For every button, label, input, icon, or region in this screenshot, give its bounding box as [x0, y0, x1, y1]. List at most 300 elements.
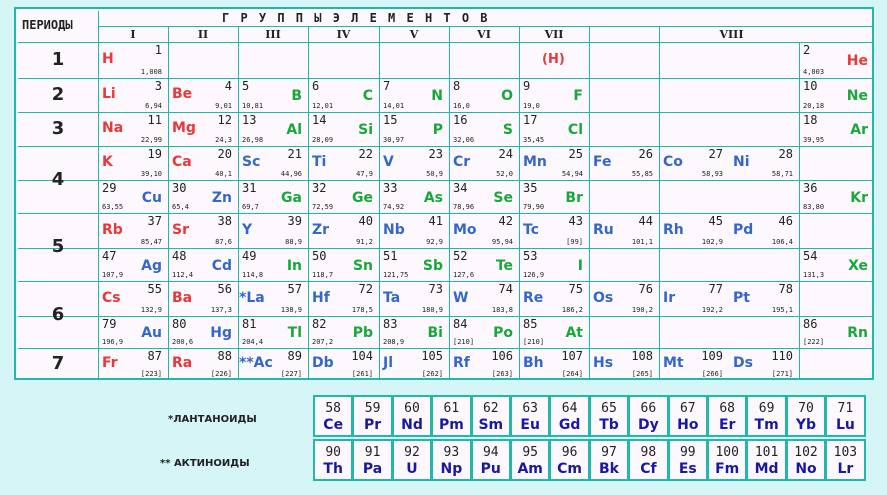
element-symbol: Gd	[558, 417, 581, 433]
element-cell	[449, 348, 519, 380]
atomic-number: 30	[172, 181, 187, 195]
atomic-number: 41	[428, 214, 443, 228]
lanthanides-label: *ЛАНТАНОИДЫ	[168, 414, 257, 425]
element-symbol: Pd	[733, 222, 754, 238]
element-cell	[168, 213, 238, 248]
element-cell	[659, 348, 729, 380]
atomic-mass: 35,45	[523, 136, 545, 144]
atomic-number: 80	[172, 317, 187, 331]
lanthanide-cell	[825, 395, 865, 437]
element-cell	[449, 213, 519, 248]
atomic-mass: 85,47	[140, 238, 162, 246]
element-cell	[98, 112, 168, 146]
atomic-number: 56	[217, 282, 232, 296]
element-symbol: Rf	[453, 355, 470, 371]
atomic-mass: [262]	[421, 370, 443, 378]
element-cell	[379, 213, 449, 248]
element-cell	[308, 146, 379, 180]
atomic-number: 51	[383, 249, 398, 263]
atomic-mass: 112,4	[172, 271, 194, 279]
atomic-mass: 101,1	[631, 238, 653, 246]
element-cell	[98, 213, 168, 248]
element-symbol: Md	[754, 461, 779, 477]
atomic-mass: 22,99	[140, 136, 162, 144]
atomic-mass: 118,7	[312, 271, 334, 279]
element-cell	[519, 146, 589, 180]
element-symbol: Nd	[401, 417, 423, 433]
element-cell	[168, 281, 238, 316]
element-symbol: Hf	[312, 290, 330, 306]
element-symbol: Ba	[172, 290, 193, 306]
element-symbol: Nb	[383, 222, 405, 238]
atomic-number: 36	[803, 181, 818, 195]
atomic-mass: 200,6	[172, 338, 194, 346]
element-symbol: Rh	[663, 222, 684, 238]
atomic-number: 105	[421, 349, 443, 363]
element-cell	[799, 180, 874, 213]
atomic-number: 46	[778, 214, 793, 228]
element-symbol: As	[423, 190, 443, 206]
atomic-mass: 95,94	[491, 238, 513, 246]
atomic-number: 106	[491, 349, 513, 363]
atomic-number: 44	[638, 214, 653, 228]
actinide-cell	[746, 439, 786, 481]
element-symbol: Lr	[837, 461, 854, 477]
element-symbol: Po	[493, 325, 513, 341]
element-symbol: He	[846, 53, 868, 69]
element-cell	[168, 146, 238, 180]
atomic-number: 25	[568, 147, 583, 161]
atomic-number: 26	[638, 147, 653, 161]
period-number: 4	[51, 168, 65, 190]
atomic-number: 27	[708, 147, 723, 161]
atomic-number: 66	[640, 401, 657, 416]
element-symbol: Sm	[478, 417, 504, 433]
atomic-number: 43	[568, 214, 583, 228]
lanthanide-cell	[471, 395, 511, 437]
element-symbol: Hs	[593, 355, 614, 371]
atomic-mass: [266]	[701, 370, 723, 378]
element-cell	[168, 316, 238, 348]
element-symbol: H	[102, 51, 114, 67]
element-symbol: Sn	[352, 258, 373, 274]
atomic-number: 71	[837, 401, 854, 416]
group-label: VII	[544, 28, 564, 41]
group-label: II	[197, 28, 209, 41]
element-symbol: Te	[495, 258, 513, 274]
element-cell	[308, 348, 379, 380]
atomic-number: 101	[754, 445, 779, 460]
element-cell	[238, 78, 308, 112]
element-symbol: Mt	[663, 355, 684, 371]
element-symbol: Cr	[453, 154, 471, 170]
atomic-number: 89	[287, 349, 302, 363]
element-symbol: Kr	[850, 190, 868, 206]
atomic-number: 107	[561, 349, 583, 363]
atomic-number: 53	[523, 249, 538, 263]
atomic-mass: 127,6	[453, 271, 475, 279]
atomic-mass: 47,9	[356, 170, 373, 178]
group-label: VI	[477, 28, 491, 41]
atomic-number: 10	[803, 79, 818, 93]
element-symbol: Sb	[422, 258, 443, 274]
atomic-number: 60	[404, 401, 420, 416]
atomic-number: 108	[631, 349, 653, 363]
lanthanide-cell	[786, 395, 826, 437]
atomic-mass: 190,2	[631, 306, 653, 314]
element-cell	[168, 180, 238, 213]
element-symbol: Fm	[715, 461, 740, 477]
atomic-number: 81	[242, 317, 257, 331]
atomic-number: 12	[217, 113, 232, 127]
element-symbol: Zr	[312, 222, 330, 238]
element-cell	[379, 146, 449, 180]
atomic-number: 35	[523, 181, 538, 195]
element-cell	[379, 316, 449, 348]
atomic-mass: 40,1	[215, 170, 232, 178]
hydrogen-duplicate: (H)	[542, 52, 565, 67]
element-symbol: Co	[663, 154, 683, 170]
atomic-mass: 52,0	[496, 170, 513, 178]
element-cell	[308, 281, 379, 316]
atomic-mass: [222]	[803, 338, 825, 346]
atomic-mass: 91,2	[356, 238, 373, 246]
atomic-number: 17	[523, 113, 538, 127]
atomic-mass: [99]	[566, 238, 583, 246]
atomic-number: 38	[217, 214, 232, 228]
element-cell	[449, 248, 519, 281]
atomic-number: 33	[383, 181, 398, 195]
atomic-mass: 55,85	[631, 170, 653, 178]
element-cell	[589, 146, 659, 180]
atomic-number: 57	[287, 282, 302, 296]
atomic-mass: 72,59	[312, 203, 334, 211]
atomic-mass: 1,008	[140, 68, 162, 76]
atomic-number: 45	[708, 214, 723, 228]
element-symbol: Na	[102, 120, 124, 136]
element-cell	[379, 248, 449, 281]
element-symbol: Ce	[323, 417, 344, 433]
atomic-number: 39	[287, 214, 302, 228]
atomic-number: 83	[383, 317, 398, 331]
lanthanide-cell	[392, 395, 432, 437]
element-symbol: Ds	[733, 355, 753, 371]
element-symbol: No	[795, 461, 817, 477]
atomic-number: 96	[561, 445, 578, 460]
group-column-divider	[589, 26, 590, 380]
element-symbol: U	[406, 461, 418, 477]
atomic-number: 85	[523, 317, 538, 331]
element-symbol: Tc	[523, 222, 539, 238]
atomic-mass: 24,3	[215, 136, 232, 144]
atomic-number: 22	[358, 147, 373, 161]
atomic-number: 11	[147, 113, 162, 127]
atomic-mass: 32,06	[453, 136, 475, 144]
lanthanide-cell	[510, 395, 550, 437]
element-cell	[308, 112, 379, 146]
atomic-number: 37	[147, 214, 162, 228]
atomic-number: 18	[803, 113, 818, 127]
element-cell	[98, 248, 168, 281]
atomic-number: 78	[778, 282, 793, 296]
element-cell	[379, 180, 449, 213]
atomic-mass: 88,9	[285, 238, 302, 246]
atomic-number: 109	[701, 349, 723, 363]
element-symbol: Fr	[102, 355, 118, 371]
element-symbol: Cd	[211, 258, 232, 274]
atomic-number: 19	[147, 147, 162, 161]
atomic-number: 42	[498, 214, 513, 228]
atomic-number: 32	[312, 181, 327, 195]
period-number: 1	[51, 49, 65, 70]
atomic-number: 64	[561, 401, 578, 416]
element-symbol: **Ac	[239, 355, 273, 371]
element-cell	[519, 316, 589, 348]
element-cell	[238, 281, 308, 316]
atomic-number: 59	[364, 401, 381, 416]
element-symbol: Pt	[733, 290, 750, 306]
element-symbol: B	[291, 88, 302, 104]
element-symbol: Fe	[593, 154, 612, 170]
element-symbol: Bi	[427, 325, 443, 341]
element-cell	[519, 281, 589, 316]
atomic-mass: 58,71	[771, 170, 793, 178]
element-symbol: I	[577, 258, 583, 274]
atomic-number: 69	[758, 401, 775, 416]
element-symbol: Pm	[438, 417, 464, 433]
atomic-number: 9	[523, 79, 531, 93]
atomic-mass: [210]	[453, 338, 475, 346]
groups-header: Г Р У П П Ы Э Л Е М Е Н Т О В	[222, 11, 490, 25]
actinide-cell	[549, 439, 589, 481]
element-symbol: Zn	[211, 190, 232, 206]
atomic-mass: 28,09	[312, 136, 334, 144]
element-cell	[98, 316, 168, 348]
atomic-mass: 192,2	[701, 306, 723, 314]
element-cell	[589, 281, 659, 316]
element-symbol: *La	[239, 290, 265, 306]
atomic-mass: 208,9	[383, 338, 405, 346]
element-symbol: Rn	[847, 325, 868, 341]
atomic-number: 98	[640, 445, 657, 460]
atomic-mass: [210]	[523, 338, 545, 346]
lanthanide-cell	[628, 395, 668, 437]
atomic-mass: [261]	[351, 370, 373, 378]
element-cell	[589, 213, 659, 248]
atomic-mass: 107,9	[102, 271, 124, 279]
lanthanide-cell	[589, 395, 629, 437]
element-cell	[98, 42, 168, 78]
element-cell	[519, 180, 589, 213]
group-label: IV	[336, 28, 351, 41]
element-symbol: S	[502, 122, 513, 138]
group-column-divider	[659, 26, 660, 380]
atomic-mass: [271]	[771, 370, 793, 378]
element-symbol: Ra	[172, 355, 193, 371]
atomic-number: 16	[453, 113, 468, 127]
atomic-mass: [227]	[280, 370, 302, 378]
element-symbol: Jl	[383, 355, 394, 371]
atomic-number: 93	[443, 445, 460, 460]
element-cell	[449, 316, 519, 348]
atomic-number: 31	[242, 181, 257, 195]
actinide-cell	[510, 439, 550, 481]
element-cell	[449, 78, 519, 112]
element-cell	[519, 348, 589, 380]
element-cell	[729, 146, 799, 180]
element-symbol: Eu	[520, 417, 540, 433]
element-cell	[729, 213, 799, 248]
atomic-number: 86	[803, 317, 818, 331]
element-cell	[238, 213, 308, 248]
atomic-mass: 14,01	[383, 102, 405, 110]
actinide-cell	[431, 439, 471, 481]
element-symbol: Yb	[795, 417, 817, 433]
element-cell	[98, 348, 168, 380]
element-symbol: C	[362, 88, 373, 104]
atomic-number: 70	[798, 401, 814, 416]
element-cell	[308, 213, 379, 248]
atomic-mass: 4,003	[803, 68, 825, 76]
atomic-number: 82	[312, 317, 327, 331]
atomic-mass: 196,9	[102, 338, 124, 346]
atomic-mass: [223]	[140, 370, 162, 378]
atomic-mass: 10,81	[242, 102, 264, 110]
element-symbol: In	[286, 258, 302, 274]
element-symbol: V	[383, 154, 394, 170]
atomic-mass: 44,96	[280, 170, 302, 178]
atomic-mass: 30,97	[383, 136, 405, 144]
atomic-mass: 6,94	[145, 102, 162, 110]
atomic-number: 3	[154, 79, 162, 93]
lanthanide-cell	[313, 395, 353, 437]
element-symbol: Mo	[453, 222, 477, 238]
group-label: VIII	[719, 28, 744, 41]
element-symbol: Os	[593, 290, 614, 306]
element-symbol: Mn	[523, 154, 547, 170]
atomic-mass: 12,01	[312, 102, 334, 110]
atomic-mass: 26,98	[242, 136, 264, 144]
atomic-number: 47	[102, 249, 117, 263]
element-symbol: Pa	[362, 461, 383, 477]
element-cell	[238, 180, 308, 213]
actinide-cell	[628, 439, 668, 481]
atomic-mass: 131,3	[803, 271, 825, 279]
atomic-number: 87	[147, 349, 162, 363]
lanthanide-cell	[746, 395, 786, 437]
atomic-number: 13	[242, 113, 257, 127]
periods-header: ПЕРИОДЫ	[22, 18, 73, 32]
element-cell	[168, 348, 238, 380]
element-symbol: W	[453, 290, 469, 306]
atomic-number: 88	[217, 349, 232, 363]
atomic-number: 48	[172, 249, 187, 263]
element-cell	[799, 248, 874, 281]
element-cell	[799, 78, 874, 112]
atomic-number: 29	[102, 181, 117, 195]
atomic-mass: 180,9	[421, 306, 443, 314]
atomic-number: 67	[679, 401, 696, 416]
element-symbol: Mg	[172, 120, 196, 136]
atomic-mass: 114,8	[242, 271, 264, 279]
element-cell	[449, 112, 519, 146]
atomic-mass: 121,75	[383, 271, 409, 279]
element-cell	[168, 78, 238, 112]
element-cell	[238, 348, 308, 380]
element-cell	[379, 78, 449, 112]
atomic-number: 91	[364, 445, 381, 460]
atomic-number: 2	[803, 43, 811, 57]
period-number: 5	[51, 236, 65, 257]
atomic-number: 73	[428, 282, 443, 296]
element-symbol: Bh	[523, 355, 544, 371]
period-number: 7	[51, 353, 65, 374]
atomic-mass: 50,9	[426, 170, 443, 178]
actinide-cell	[352, 439, 392, 481]
lanthanide-cell	[549, 395, 589, 437]
element-symbol: Ar	[850, 122, 868, 138]
atomic-number: 94	[482, 445, 499, 460]
element-symbol: Hg	[210, 325, 232, 341]
element-cell	[589, 348, 659, 380]
atomic-mass: 65,4	[172, 203, 189, 211]
atomic-number: 52	[453, 249, 468, 263]
element-symbol: Ir	[663, 290, 676, 306]
atomic-mass: 183,8	[491, 306, 513, 314]
element-cell	[379, 112, 449, 146]
element-symbol: Ru	[593, 222, 614, 238]
actinide-cell	[825, 439, 865, 481]
atomic-number: 99	[679, 445, 696, 460]
element-symbol: Sr	[172, 222, 189, 238]
lanthanide-cell	[707, 395, 747, 437]
lanthanide-cell	[431, 395, 471, 437]
atomic-number: 103	[833, 445, 858, 460]
atomic-number: 65	[601, 401, 617, 416]
element-cell	[308, 248, 379, 281]
element-symbol: Np	[440, 461, 463, 477]
element-symbol: Cm	[557, 461, 583, 477]
element-cell	[799, 112, 874, 146]
element-symbol: Ta	[383, 290, 401, 306]
actinide-cell	[589, 439, 629, 481]
atomic-mass: 195,1	[771, 306, 793, 314]
atomic-number: 102	[794, 445, 818, 460]
atomic-number: 14	[312, 113, 327, 127]
element-symbol: Es	[678, 461, 697, 477]
atomic-mass: [265]	[631, 370, 653, 378]
element-symbol: Al	[286, 122, 302, 138]
atomic-number: 75	[568, 282, 583, 296]
actinide-cell	[668, 439, 708, 481]
atomic-number: 90	[325, 445, 342, 460]
element-cell	[308, 180, 379, 213]
atomic-mass: 19,0	[523, 102, 540, 110]
atomic-mass: 16,0	[453, 102, 470, 110]
atomic-mass: 138,9	[280, 306, 302, 314]
element-cell	[98, 281, 168, 316]
element-cell	[729, 348, 799, 380]
period-number: 3	[51, 118, 65, 139]
element-cell	[238, 146, 308, 180]
group-label: III	[265, 28, 281, 41]
element-symbol: Be	[172, 86, 193, 102]
lanthanide-cell	[668, 395, 708, 437]
atomic-number: 97	[601, 445, 617, 460]
element-symbol: O	[501, 88, 513, 104]
element-cell	[449, 146, 519, 180]
atomic-number: 49	[242, 249, 257, 263]
